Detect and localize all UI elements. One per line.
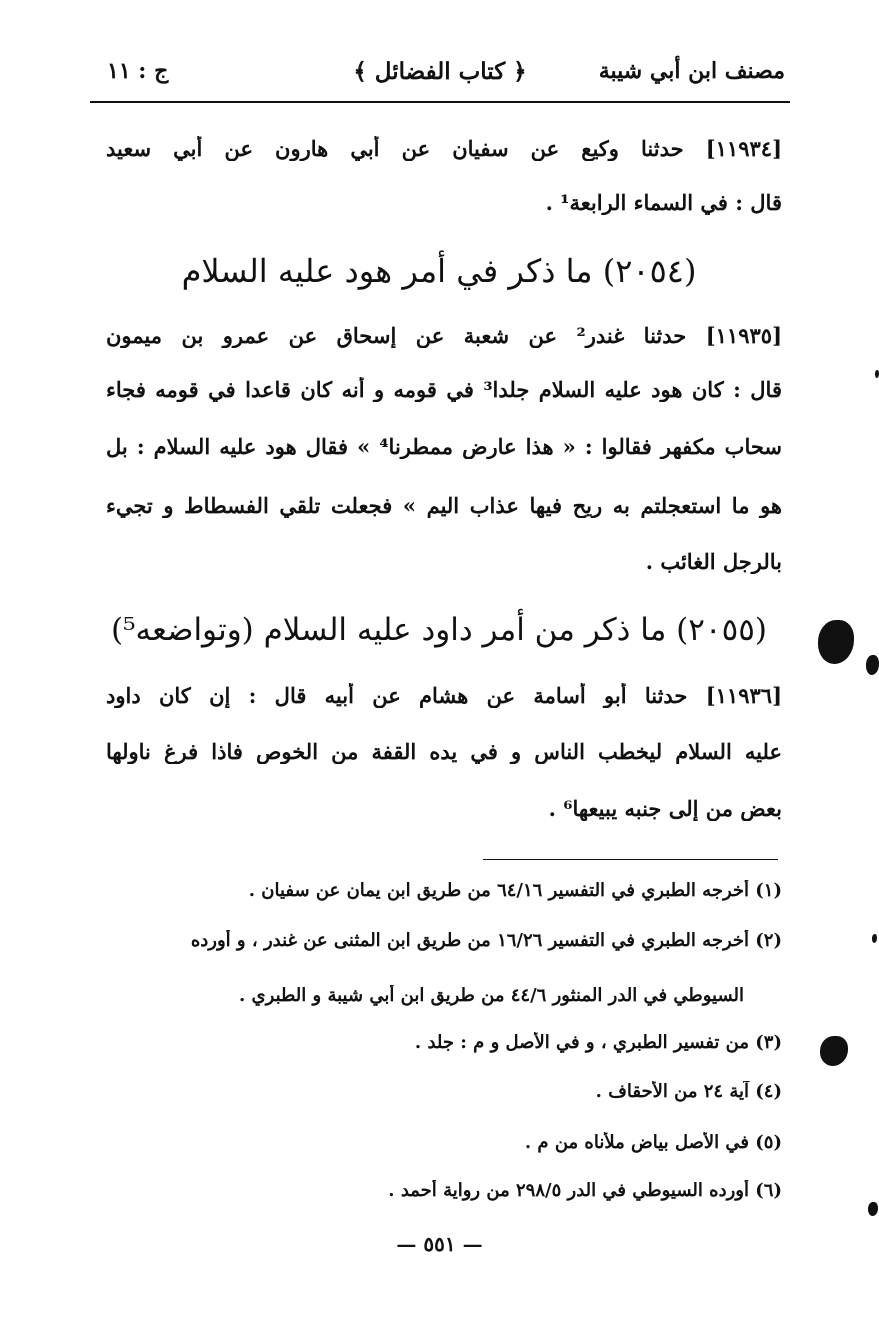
hadith-11936-line-1: [١١٩٣٦] حدثنا أبو أسامة عن هشام عن أبيه قال : إن كان داود [106, 683, 782, 708]
section-title: ﴿ كتاب الفضائل ﴾ [353, 58, 527, 85]
hadith-11935-line-2: قال : كان هود عليه السلام جلدا³ في قومه و أنه كان قاعدا في قومه فجاء [106, 377, 782, 402]
scan-speck [818, 620, 854, 664]
scan-speck [875, 370, 879, 378]
footnote-2-continued: السيوطي في الدر المنثور ٤٤/٦ من طريق ابن أبي شيبة و الطبري . [239, 985, 744, 1006]
page-number: — ٥٥١ — [396, 1232, 483, 1256]
running-header [95, 52, 785, 96]
hadith-11934-line-2: قال : في السماء الرابعة¹ . [545, 190, 782, 215]
header-rule [90, 101, 790, 103]
hadith-11935-line-5: بالرجل الغائب . [645, 549, 782, 574]
hadith-11935-line-4: هو ما استعجلتم به ريح فيها عذاب اليم » فجعلت تلقي الفسطاط و تجيء [106, 493, 782, 518]
footnote-2: (٢) أخرجه الطبري في التفسير ١٦/٢٦ من طريق ابن المثنى عن غندر ، و أورده [190, 930, 782, 951]
scan-speck [820, 1036, 848, 1066]
footnote-5: (٥) في الأصل بياض ملأناه من م . [524, 1132, 782, 1153]
hadith-11934-line-1: [١١٩٣٤] حدثنا وكيع عن سفيان عن أبي هارون عن أبي سعيد [106, 136, 782, 161]
book-title: مصنف ابن أبي شيبة [598, 58, 785, 84]
scan-speck [868, 1202, 878, 1216]
chapter-heading-2055: (٢٠٥٥) ما ذكر من أمر داود عليه السلام (وتواضعه⁵) [111, 612, 767, 648]
hadith-11935-line-3: سحاب مكفهر فقالوا : « هذا عارض ممطرنا⁴ » فقال هود عليه السلام : بل [106, 434, 782, 459]
scan-speck [866, 655, 879, 675]
hadith-11936-line-2: عليه السلام ليخطب الناس و في يده القفة من الخوص فاذا فرغ ناولها [106, 739, 782, 764]
scan-speck [872, 934, 877, 943]
volume-number: ج : ١١ [107, 58, 169, 84]
hadith-11936-line-3: بعض من إلى جنبه يبيعها⁶ . [548, 796, 782, 821]
footnote-3: (٣) من تفسير الطبري ، و في الأصل و م : جلد . [414, 1032, 782, 1053]
footnote-rule [483, 859, 778, 860]
footnote-6: (٦) أورده السيوطي في الدر ٢٩٨/٥ من رواية أحمد . [388, 1180, 782, 1201]
footnote-4: (٤) آية ٢٤ من الأحقاف . [595, 1081, 782, 1102]
chapter-heading-2054: (٢٠٥٤) ما ذكر في أمر هود عليه السلام [181, 252, 697, 290]
hadith-11935-line-1: [١١٩٣٥] حدثنا غندر² عن شعبة عن إسحاق عن عمرو بن ميمون [106, 323, 782, 348]
footnote-1: (١) أخرجه الطبري في التفسير ٦٤/١٦ من طريق ابن يمان عن سفيان . [248, 880, 782, 901]
